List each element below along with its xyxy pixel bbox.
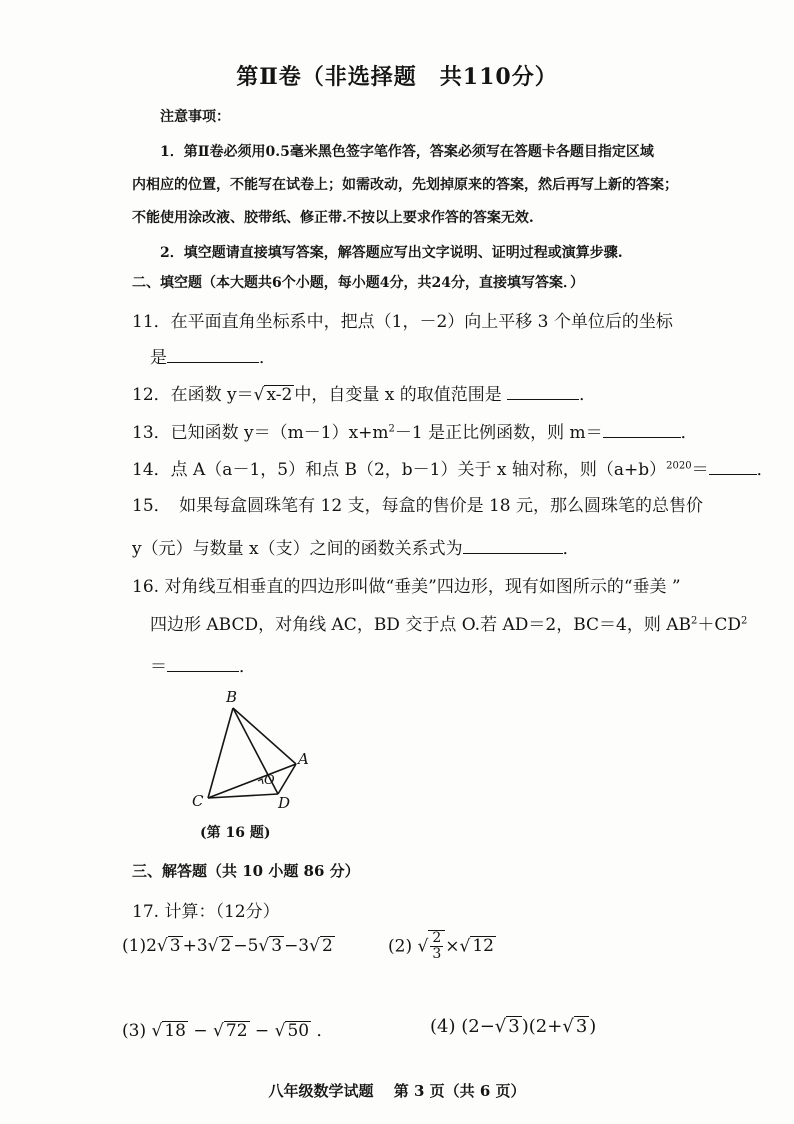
q13-suffix: ． xyxy=(680,423,698,443)
q17-part-4: (4) (2−√ 3 )(2+√ 3 ) xyxy=(430,1016,597,1037)
question-16-line-2 xyxy=(150,610,747,635)
q12-prefix: 12．在函数 y＝ xyxy=(132,385,254,405)
q17-part-2: (2) √ $\frac{2}{3}$ ×√ 12 xyxy=(388,930,494,963)
q16-prefix: 四边形 ABCD，对角线 AC，BD 交于点 O.若 AD＝2，BC＝4，则 AB xyxy=(150,615,692,635)
question-11-line-2 xyxy=(150,343,276,368)
quadrilateral-figure xyxy=(178,682,328,812)
q14-suffix: ． xyxy=(756,460,774,480)
q16-eq: ＝ xyxy=(150,657,167,677)
q13-exponent: 2 xyxy=(388,423,395,435)
q12-middle: 中，自变量 x 的取值范围是 xyxy=(294,385,502,405)
q11-prefix: 是 xyxy=(150,348,167,368)
edge-bc xyxy=(208,708,233,798)
q16-middle: ＋CD xyxy=(697,615,742,635)
section-3-heading: 三、解答题（共 10 小题 86 分） xyxy=(132,862,360,880)
q15-suffix: ． xyxy=(562,539,580,559)
label-c: C xyxy=(192,792,204,810)
q16-answer-blank[interactable] xyxy=(167,655,239,672)
label-d: D xyxy=(278,794,291,812)
label-b: B xyxy=(226,688,238,706)
q17-part-3: (3) √ 18 − √ 72 − √ 50 ． xyxy=(122,1021,334,1041)
figure-caption: (第 16 题) xyxy=(200,825,271,841)
q12-suffix: ． xyxy=(579,385,597,405)
q12-answer-blank[interactable] xyxy=(507,383,579,400)
q16-sup-2: 2 xyxy=(741,615,748,627)
q13-answer-blank[interactable] xyxy=(603,421,681,438)
diagonal-ac xyxy=(208,764,296,798)
q14-exponent: 2020 xyxy=(666,460,692,472)
q14-prefix: 14．点 A（a－1，5）和点 B（2，b－1）关于 x 轴对称，则（a+b） xyxy=(132,460,667,480)
q11-suffix: ． xyxy=(259,348,276,368)
right-angle-mark xyxy=(258,779,263,784)
note-1-line-3: 不能使用涂改液、胶带纸、修正带.不按以上要求作答的答案无效. xyxy=(132,210,534,226)
q11-answer-blank[interactable] xyxy=(167,346,259,363)
question-16-line-3 xyxy=(150,652,256,677)
question-17-heading: 17. 计算：（12分） xyxy=(132,902,280,922)
question-11-line-1: 11．在平面直角坐标系中，把点（1，－2）向上平移 3 个单位后的坐标 xyxy=(132,312,673,332)
page-footer: 八年级数学试题 第 3 页（共 6 页） xyxy=(268,1082,526,1100)
q13-middle: －1 是正比例函数，则 m＝ xyxy=(394,423,603,443)
section-2-heading: 二、填空题（本大题共6个小题，每小题4分，共24分，直接填写答案．） xyxy=(132,275,584,291)
q15-answer-blank[interactable] xyxy=(463,537,563,554)
q13-prefix: 13．已知函数 y＝（m－1）x+m xyxy=(132,423,389,443)
edge-da xyxy=(278,764,296,794)
q16-sup-1: 2 xyxy=(691,615,698,627)
q15-prefix: y（元）与数量 x（支）之间的函数关系式为 xyxy=(132,539,463,559)
note-2: 2．填空题请直接填写答案，解答题应写出文字说明、证明过程或演算步骤. xyxy=(160,245,623,261)
edge-ab xyxy=(233,708,296,764)
note-1-line-1: 1．第Ⅱ卷必须用0.5毫米黑色签字笔作答，答案必须写在答题卡各题目指定区域 xyxy=(160,144,654,160)
label-a: A xyxy=(298,750,309,768)
question-13 xyxy=(132,418,698,443)
note-1-line-2: 内相应的位置，不能写在试卷上；如需改动，先划掉原来的答案，然后再写上新的答案； xyxy=(132,177,678,193)
q14-middle: ＝ xyxy=(691,460,709,480)
q16-suffix: ． xyxy=(239,657,256,677)
question-12: 12．在函数 y＝√ x-2 中，自变量 x 的取值范围是 ． xyxy=(132,385,597,405)
question-15-line-1: 15． 如果每盒圆珠笔有 12 支，每盒的售价是 18 元，那么圆珠笔的总售价 xyxy=(132,496,704,516)
q17-fraction: $\frac{2}{3}$ xyxy=(432,930,442,963)
label-o: O xyxy=(264,773,275,788)
question-16-line-1: 16. 对角线互相垂直的四边形叫做“垂美”四边形，现有如图所示的“垂美 ” xyxy=(132,577,681,597)
q14-answer-blank[interactable] xyxy=(709,458,757,475)
section-title: 第Ⅱ卷（非选择题 共110分） xyxy=(236,64,558,90)
notes-heading: 注意事项： xyxy=(160,109,230,125)
q17-part-1: (1)2√ 3 +3√ 2 −5√ 3 −3√ 2 xyxy=(122,936,333,956)
q12-radicand: x-2 xyxy=(266,385,293,405)
question-14 xyxy=(132,455,774,480)
question-15-line-2 xyxy=(132,534,580,559)
